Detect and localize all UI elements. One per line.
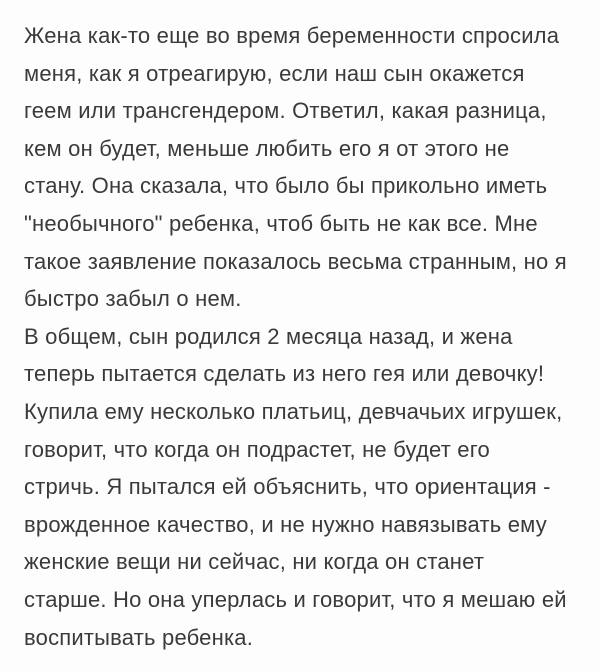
post-text (24, 17, 582, 656)
text-line: стану. Она сказала, что было бы прикольно иметь (24, 173, 548, 199)
text-line: В общем, сын родился 2 месяца назад, и жена (24, 323, 513, 349)
text-line: быстро забыл о нем. (24, 286, 242, 312)
text-line: такое заявление показалось весьма странным, но я (24, 248, 567, 274)
text-line: кем он будет, меньше любить его я от этого не (24, 135, 510, 161)
text-line: врожденное качество, и не нужно навязывать ему (24, 511, 547, 537)
text-line: воспитывать ребенка. (24, 624, 254, 650)
text-line: геем или трансгендером. Ответил, какая разница, (24, 98, 547, 124)
text-line: Купила ему несколько платьиц, девчачьих игрушек, (24, 398, 563, 424)
text-line: говорит, что когда он подрастет, не будет его (24, 436, 490, 462)
text-line: Жена как-то еще во время беременности спросила (24, 23, 560, 48)
text-line: женские вещи ни сейчас, ни когда он станет (24, 549, 485, 575)
text-line: "необычного" ребенка, чтоб быть не как все. Мне (24, 210, 538, 236)
text-line: меня, как я отреагирую, если наш сын окажется (24, 60, 525, 86)
text-line: стричь. Я пытался ей объяснить, что ориентация - (24, 474, 551, 500)
text-line: теперь пытается сделать из него гея или девочку! (24, 361, 545, 387)
text-line: старше. Но она уперлась и говорит, что я мешаю ей (24, 586, 567, 612)
